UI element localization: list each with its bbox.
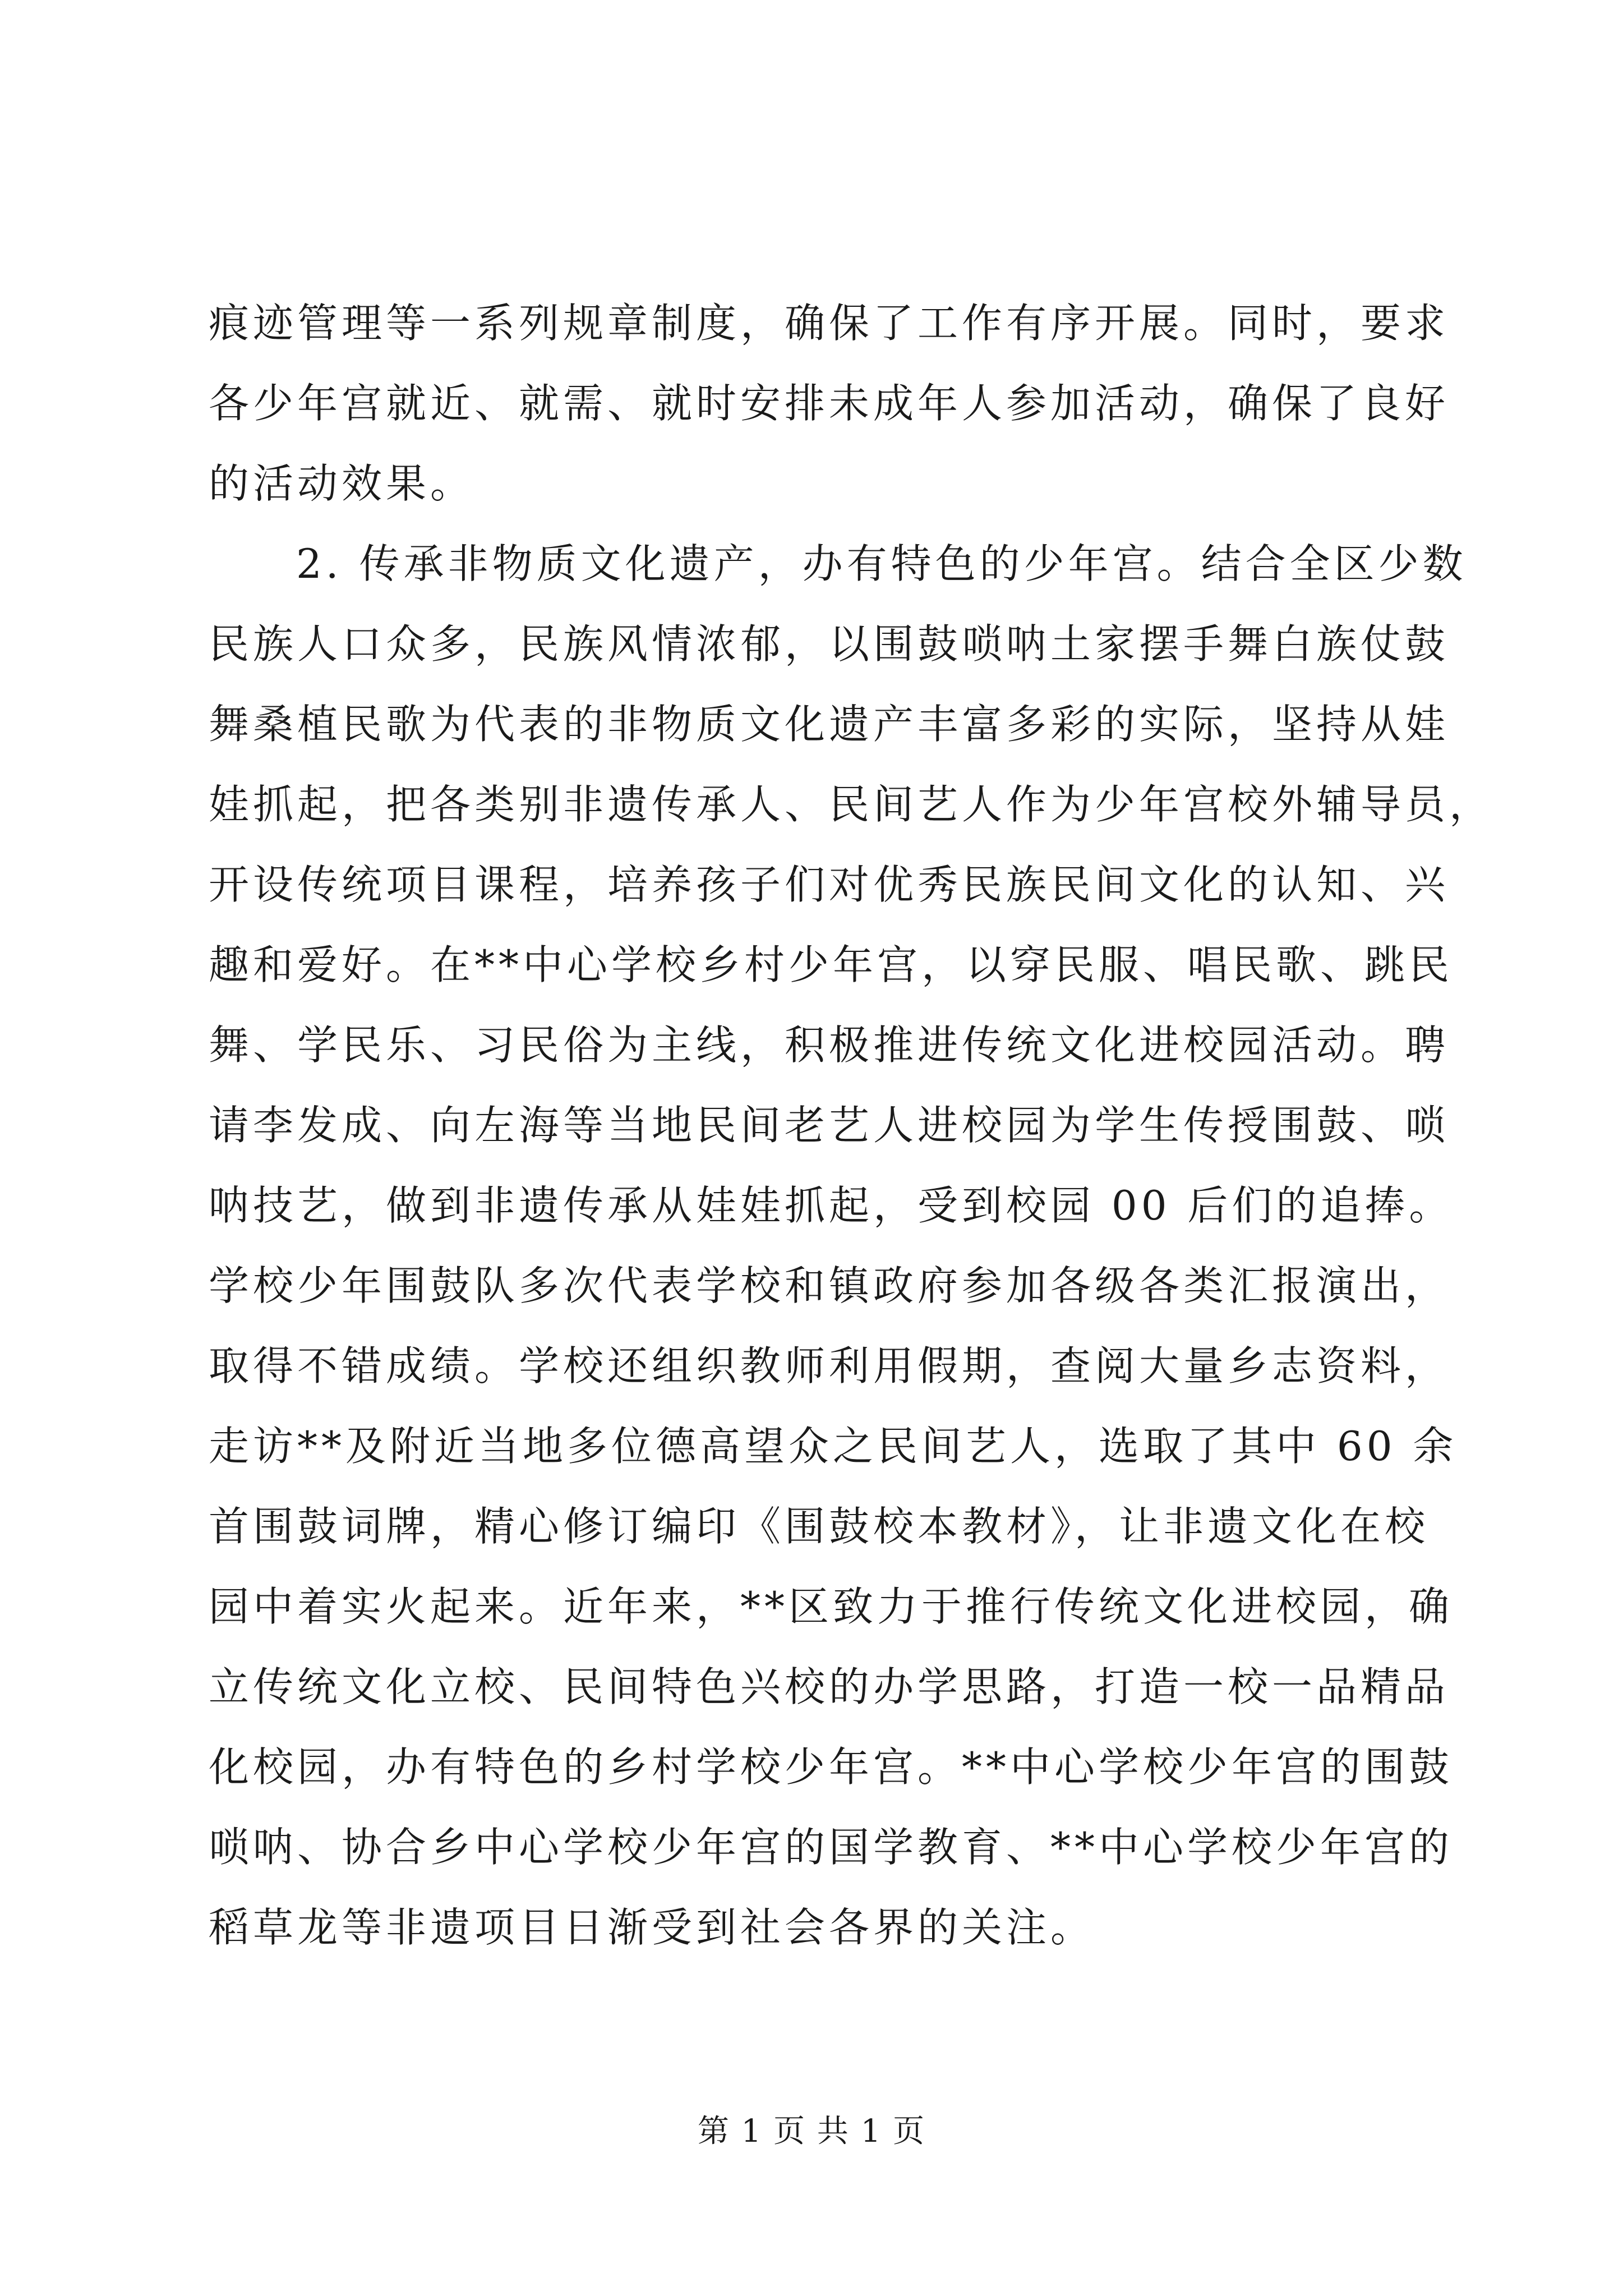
- text-line: 唢呐、协合乡中心学校少年宫的国学教育、**中心学校少年宫的: [209, 1824, 1454, 1871]
- paragraph-continued: [209, 283, 1450, 524]
- text-line: 走访**及附近当地多位德高望众之民间艺人，选取了其中 60 余: [209, 1423, 1458, 1470]
- text-line: 开设传统项目课程，培养孩子们对优秀民族民间文化的认知、兴: [209, 861, 1450, 908]
- text-line: 趣和爱好。在**中心学校乡村少年宫，以穿民服、唱民歌、跳民: [209, 941, 1454, 988]
- document-body: [209, 283, 1494, 1968]
- text-line: 民族人口众多，民族风情浓郁，以围鼓唢呐土家摆手舞白族仗鼓: [209, 620, 1450, 668]
- text-line: 舞桑植民歌为代表的非物质文化遗产丰富多彩的实际，坚持从娃: [209, 701, 1450, 748]
- text-line: 娃抓起，把各类别非遗传承人、民间艺人作为少年宫校外辅导员，: [209, 781, 1494, 828]
- paragraph-2: [209, 524, 1494, 1968]
- text-line: 请李发成、向左海等当地民间老艺人进校园为学生传授围鼓、唢: [209, 1102, 1450, 1149]
- text-line: 呐技艺，做到非遗传承从娃娃抓起，受到校园 00 后们的追捧。: [209, 1182, 1454, 1229]
- text-line: 取得不错成绩。学校还组织教师利用假期，查阅大量乡志资料，: [209, 1342, 1450, 1389]
- text-line: 稻草龙等非遗项目日渐受到社会各界的关注。: [209, 1904, 1095, 1951]
- text-line: 2. 传承非物质文化遗产，办有特色的少年宫。结合全区少数: [296, 540, 1467, 587]
- text-line: 舞、学民乐、习民俗为主线，积极推进传统文化进校园活动。聘: [209, 1022, 1450, 1069]
- text-line: 首围鼓词牌，精心修订编印《围鼓校本教材》，让非遗文化在校: [209, 1503, 1430, 1550]
- text-line: 痕迹管理等一系列规章制度，确保了工作有序开展。同时，要求: [209, 300, 1450, 347]
- text-line: 化校园，办有特色的乡村学校少年宫。**中心学校少年宫的围鼓: [209, 1743, 1454, 1791]
- text-line: 学校少年围鼓队多次代表学校和镇政府参加各级各类汇报演出，: [209, 1262, 1450, 1309]
- text-line: 园中着实火起来。近年来，**区致力于推行传统文化进校园，确: [209, 1583, 1454, 1630]
- text-line: 各少年宫就近、就需、就时安排未成年人参加活动，确保了良好: [209, 380, 1450, 427]
- page-number-label: 第 1 页 共 1 页: [697, 2113, 926, 2150]
- text-line: 立传统文化立校、民间特色兴校的办学思路，打造一校一品精品: [209, 1663, 1450, 1710]
- page-footer: [0, 2109, 1623, 2154]
- text-line: 的活动效果。: [209, 460, 475, 507]
